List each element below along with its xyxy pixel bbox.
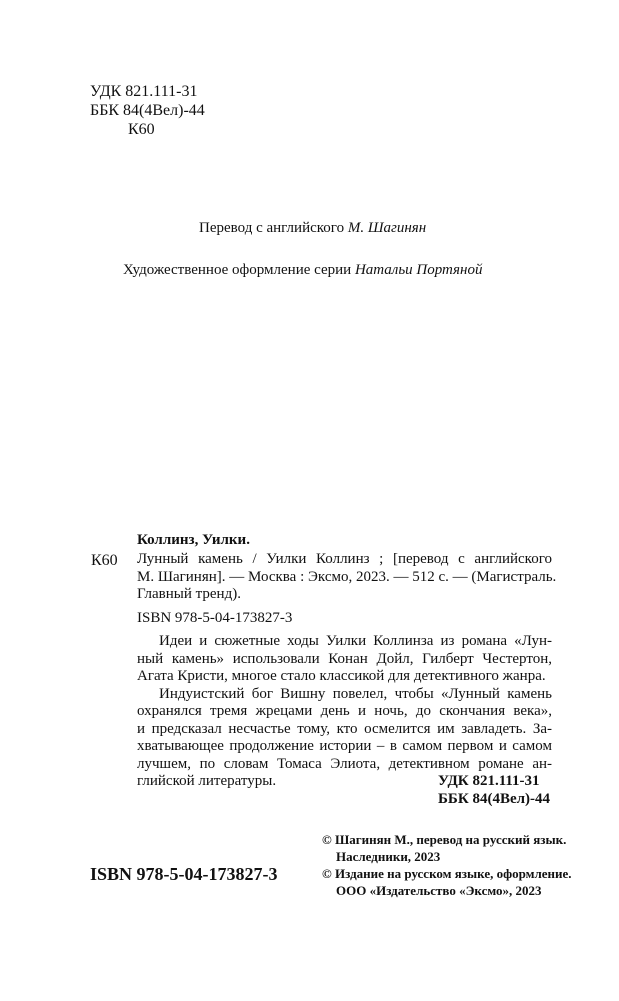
bib-line: Главный тренд). xyxy=(137,586,241,602)
annotation-line: лучшем, по словам Томаса Элиота, детективном романе ан- xyxy=(137,755,552,772)
author-heading: Коллинз, Уилки. xyxy=(137,532,250,548)
annotation-line: Идеи и сюжетные ходы Уилки Коллинза из романа «Лун- xyxy=(159,633,552,649)
translation-credit xyxy=(199,219,426,238)
copyright-line: © Издание на русском языке, оформление. xyxy=(322,866,572,881)
copyright-block xyxy=(322,831,572,899)
bbk-code-right: ББК 84(4Вел)-44 xyxy=(438,791,551,807)
bib-line: Лунный камень / Уилки Коллинз ; [перевод с английского xyxy=(137,551,552,567)
isbn-small: ISBN 978-5-04-173827-3 xyxy=(137,610,293,626)
annotation xyxy=(137,633,552,791)
copyright-line: ООО «Издательство «Эксмо», 2023 xyxy=(336,883,542,898)
isbn-large: ISBN 978-5-04-173827-3 xyxy=(90,864,278,884)
translation-prefix: Перевод с английского xyxy=(199,220,345,236)
annotation-line: охранялся тремя жрецами день и ночь, до скончания века», xyxy=(137,703,552,719)
design-prefix: Художественное оформление серии xyxy=(123,262,352,278)
annotation-line: хватывающее продолжение истории – в самом первом и самом xyxy=(137,738,552,754)
bbk-code-top: ББК 84(4Вел)-44 xyxy=(90,102,205,119)
designer-name: Натальи Портяной xyxy=(354,262,483,278)
translator-name: М. Шагинян xyxy=(347,220,427,236)
annotation-line: Агата Кристи, многое стало классикой для детективного жанра. xyxy=(137,668,546,684)
udk-code-top: УДК 821.111-31 xyxy=(90,83,198,100)
copyright-line: Наследники, 2023 xyxy=(336,849,441,864)
author-mark-side: К60 xyxy=(91,552,118,569)
bib-line: М. Шагинян]. — Москва : Эксмо, 2023. — 512 с. — (Магистраль. xyxy=(137,568,557,585)
annotation-line: Индуистский бог Вишну повелел, чтобы «Лунный камень xyxy=(159,685,552,702)
bibliographic-description xyxy=(137,551,557,604)
annotation-line: ный камень» использовали Конан Дойл, Гилберт Честертон, xyxy=(137,650,552,667)
annotation-line: глийской литературы. xyxy=(137,773,277,789)
copyright-line: © Шагинян М., перевод на русский язык. xyxy=(322,832,567,847)
annotation-line: и предсказал несчастье тому, кто осмелится им завладеть. За- xyxy=(137,720,552,737)
udk-code-right: УДК 821.111-31 xyxy=(438,773,540,789)
author-mark-top: К60 xyxy=(128,121,155,138)
design-credit xyxy=(123,261,482,280)
